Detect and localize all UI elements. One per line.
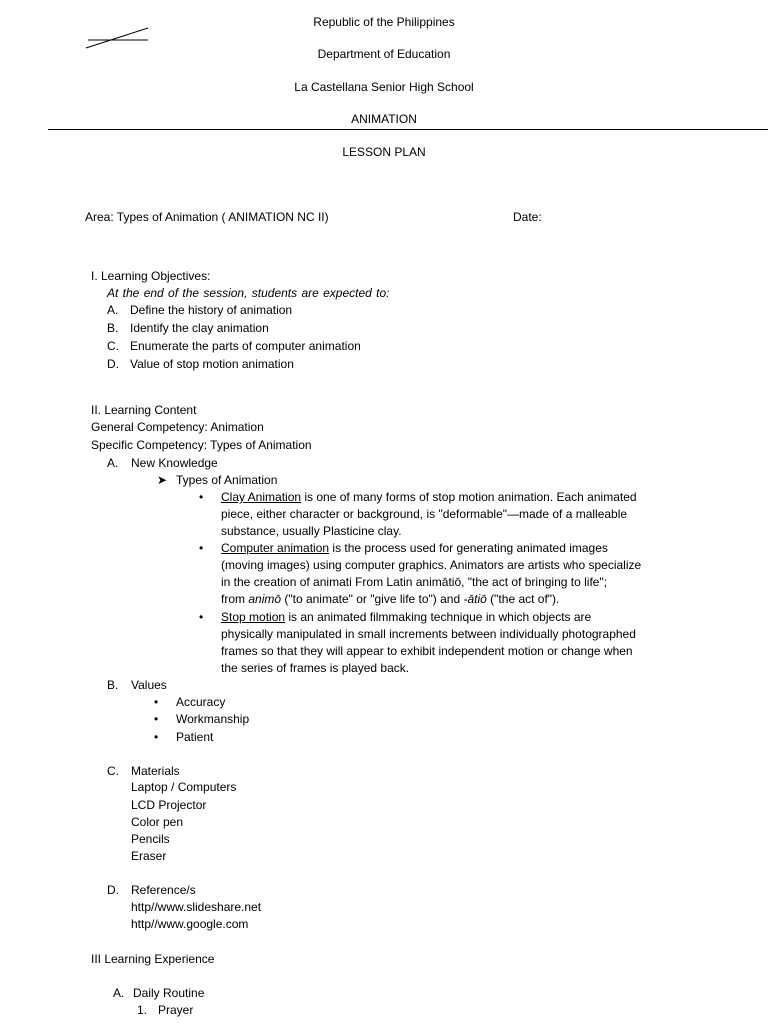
- clay-text: is one of many forms of stop motion animation. Each animated: [301, 490, 637, 504]
- header-subject: ANIMATION: [351, 112, 417, 126]
- material-item: Eraser: [131, 849, 167, 863]
- objective-item: Identify the clay animation: [130, 321, 269, 335]
- types-of-animation-label: Types of Animation: [176, 473, 278, 487]
- new-knowledge-label: New Knowledge: [131, 456, 218, 470]
- objective-item: Value of stop motion animation: [130, 357, 294, 371]
- bullet-icon: •: [199, 610, 204, 624]
- header-school: La Castellana Senior High School: [294, 80, 474, 94]
- list-marker: A.: [107, 456, 119, 470]
- references-label: Reference/s: [131, 883, 196, 897]
- experience-heading: III Learning Experience: [91, 952, 215, 966]
- material-item: LCD Projector: [131, 798, 207, 812]
- list-marker: B.: [107, 321, 119, 335]
- list-marker: D.: [107, 357, 119, 371]
- stop-term: Stop motion: [221, 610, 286, 624]
- objective-item: Enumerate the parts of computer animation: [130, 339, 361, 353]
- materials-label: Materials: [131, 764, 180, 778]
- computer-paragraph-line: [221, 540, 608, 556]
- reference-link[interactable]: http//www.slideshare.net: [131, 900, 262, 914]
- clay-paragraph-line: piece, either character or background, is "deformable"—made of a malleable: [221, 507, 628, 521]
- material-item: Pencils: [131, 832, 170, 846]
- objectives-heading: I. Learning Objectives:: [91, 269, 211, 283]
- content-heading: II. Learning Content: [91, 403, 197, 417]
- bullet-icon: •: [154, 695, 159, 709]
- header-lesson-plan: LESSON PLAN: [342, 145, 426, 159]
- area-label: Area: Types of Animation ( ANIMATION NC II): [85, 210, 329, 224]
- clay-term: Clay Animation: [221, 490, 302, 504]
- general-competency: General Competency: Animation: [91, 420, 264, 434]
- bullet-icon: •: [199, 541, 204, 555]
- header-republic: Republic of the Philippines: [313, 15, 455, 29]
- computer-term: Computer animation: [221, 541, 330, 555]
- clay-paragraph-line: substance, usually Plasticine clay.: [221, 524, 402, 538]
- date-label: Date:: [513, 210, 542, 224]
- computer-text: ("the act of").: [486, 592, 560, 606]
- list-marker: 1.: [137, 1003, 148, 1017]
- computer-paragraph-line: (moving images) using computer graphics. Animators are artists who specialize: [221, 558, 642, 572]
- stop-paragraph-line: [221, 609, 591, 625]
- header-divider: [48, 129, 768, 130]
- list-marker: C.: [107, 339, 119, 353]
- clay-paragraph-line: [221, 489, 637, 505]
- header-department: Department of Education: [317, 47, 451, 61]
- specific-competency: Specific Competency: Types of Animation: [91, 438, 312, 452]
- reference-link[interactable]: http//www.google.com: [131, 917, 249, 931]
- stop-paragraph-line: frames so that they will appear to exhibit independent motion or change when: [221, 644, 633, 658]
- stop-text: is an animated filmmaking technique in which objects are: [285, 610, 592, 624]
- material-item: Color pen: [131, 815, 184, 829]
- value-item: Accuracy: [176, 695, 226, 709]
- bullet-icon: •: [154, 712, 159, 726]
- stop-paragraph-line: the series of frames is played back.: [221, 661, 410, 675]
- list-marker: A.: [107, 303, 119, 317]
- computer-text: ("to animate" or "give life to") and: [281, 592, 464, 606]
- computer-paragraph-line: in the creation of animati From Latin animātiō, "the act of bringing to life";: [221, 575, 608, 589]
- computer-text: from: [221, 592, 249, 606]
- value-item: Workmanship: [176, 712, 250, 726]
- material-item: Laptop / Computers: [131, 780, 237, 794]
- list-marker: C.: [107, 764, 119, 778]
- daily-routine-label: Daily Routine: [133, 986, 205, 1000]
- computer-paragraph-line: [221, 591, 559, 607]
- objectives-intro: At the end of the session, students are expected to:: [107, 286, 390, 300]
- values-label: Values: [131, 678, 167, 692]
- stop-paragraph-line: physically manipulated in small increments between individually photographed: [221, 627, 636, 641]
- list-marker: B.: [107, 678, 119, 692]
- bullet-icon: •: [154, 730, 159, 744]
- objective-item: Define the history of animation: [130, 303, 293, 317]
- value-item: Patient: [176, 730, 214, 744]
- latin-term: animō: [248, 592, 282, 606]
- list-marker: A.: [113, 986, 125, 1000]
- arrow-bullet-icon: ➤: [157, 473, 168, 487]
- latin-term: -ātiō: [463, 592, 487, 606]
- list-marker: D.: [107, 883, 119, 897]
- bullet-icon: •: [199, 490, 204, 504]
- computer-text: is the process used for generating animated images: [329, 541, 608, 555]
- prayer-label: Prayer: [158, 1003, 194, 1017]
